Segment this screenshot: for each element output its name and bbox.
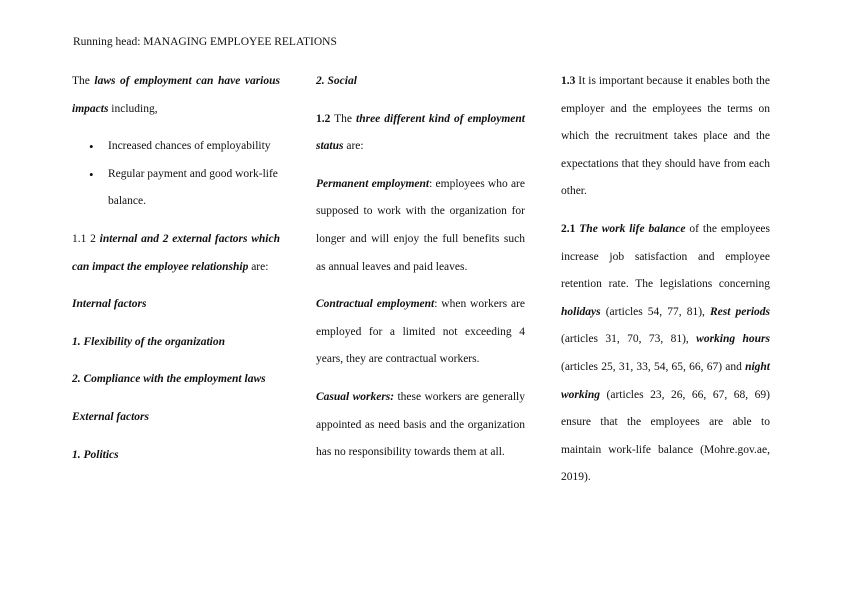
casual-workers-paragraph: Casual workers: these workers are generally appointed as need basis and the organization has no responsibility towards them at all. — [316, 390, 525, 459]
list-item: • Increased chances of employability — [72, 133, 280, 161]
internal-factor-2: 2. Compliance with the employment laws — [72, 373, 266, 386]
column-1 — [72, 68, 280, 479]
external-factors-heading: External factors — [72, 410, 149, 423]
importance-paragraph: 1.3 It is important because it enables both the employer and the employees the terms on which the recruitment takes place and the expectations that they should have from each other. — [561, 75, 770, 198]
factors-paragraph: 1.1 2 internal and 2 external factors which can impact the employee relationship are: — [72, 232, 281, 273]
contractual-employment-paragraph: Contractual employment: when workers are employed for a limited not exceeding 4 years, they are contractual workers. — [316, 298, 525, 366]
work-life-balance-paragraph: 2.1 The work life balance of the employees increase job satisfaction and employee retention rate. The legislations concerning holidays (articles 54, 77, 81), Rest periods (articles 31, 70, 73, 81), working hours (articles 25, 31, 33, 54, 65, 66, 67) and night working (articles 23, 26, 66, 67, 68, 69) ensure that the employees are able to maintain work-life balance (Mohre.gov.ae, 2019). — [561, 222, 771, 484]
impacts-paragraph: The laws of employment can have various impacts including, — [72, 75, 280, 115]
list-item: • Regular payment and good work-life balance. — [72, 161, 280, 216]
internal-factors-heading: Internal factors — [72, 298, 147, 311]
external-factor-2: 2. Social — [316, 75, 357, 87]
internal-factor-1: 1. Flexibility of the organization — [72, 335, 226, 348]
permanent-employment-paragraph: Permanent employment: employees who are supposed to work with the organization for longer and will enjoy the full benefits such as annual leaves and paid leaves. — [316, 177, 525, 273]
column-2 — [316, 68, 525, 477]
employment-status-paragraph: 1.2 The three different kind of employment status are: — [316, 112, 526, 153]
external-factor-1: 1. Politics — [72, 448, 119, 461]
column-3 — [561, 68, 770, 502]
running-head: Running head: MANAGING EMPLOYEE RELATIONS — [73, 36, 337, 48]
impacts-list — [72, 133, 280, 216]
